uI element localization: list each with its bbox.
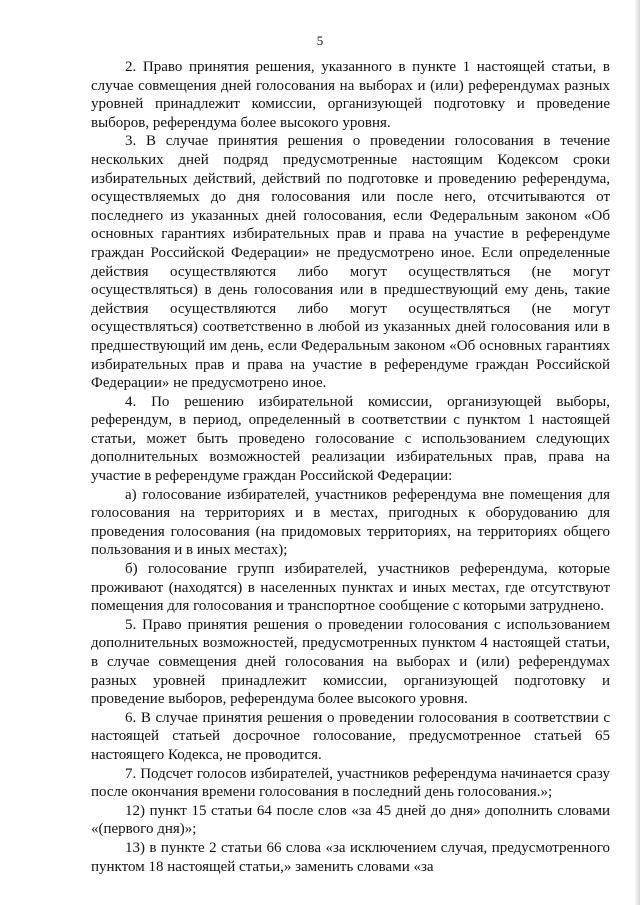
page-edge-shadow — [634, 0, 640, 905]
subparagraph-a: а) голосование избирателей, участников референдума вне помещения для голосования на территориях и в местах, пригодных к оборудованию для проведения голосования (на придомовых территориях, на территориях общего пользования и в иных местах); — [91, 486, 610, 559]
document-body — [91, 58, 610, 876]
paragraph-4: 4. По решению избирательной комиссии, организующей выборы, референдум, в период, определенный в соответствии с пунктом 1 настоящей статьи, может быть проведено голосование с использованием следующих дополнительных возможностей реализации избирательных прав, права на участие в референдуме граждан Российской Федерации: — [91, 393, 610, 485]
paragraph-6: 6. В случае принятия решения о проведении голосования в соответствии с настоящей статьей досрочное голосование, предусмотренное статьей 65 настоящего Кодекса, не проводится. — [91, 709, 610, 763]
paragraph-3: 3. В случае принятия решения о проведении голосования в течение нескольких дней подряд предусмотренные настоящим Кодексом сроки избирательных действий, действий по подготовке и проведению референдума, осуществляемых до дня голосования или после него, отсчитываются от последнего из указанных дней голосования, если Федеральным законом «Об основных гарантиях избирательных прав и права на участие в референдуме граждан Российской Федерации» не предусмотрено иное. Если определенные действия осуществляются либо могут осуществляться (не могут осуществляться) в день голосования или в предшествующий ему день, такие действия осуществляются либо могут осуществляться (не могут осуществляться) соответственно в любой из указанных дней голосования или в предшествующий им день, если Федеральным законом «Об основных гарантиях избирательных прав и права на участие в референдуме граждан Российской Федерации» не предусмотрено иное. — [91, 133, 610, 392]
page-number: 5 — [316, 33, 324, 48]
paragraph-2: 2. Право принятия решения, указанного в пункте 1 настоящей статьи, в случае совмещения дней голосования на выборах и (или) референдумах разных уровней принадлежит комиссии, организующей подготовку и проведение выборов, референдума более высокого уровня. — [91, 59, 610, 131]
item-13: 13) в пункте 2 статьи 66 слова «за исключением случая, предусмотренного пунктом 18 настоящей статьи,» заменить словами «за — [91, 839, 610, 875]
paragraph-7: 7. Подсчет голосов избирателей, участников референдума начинается сразу после окончания времени голосования в последний день голосования.»; — [91, 765, 610, 801]
paragraph-5: 5. Право принятия решения о проведении голосования с использованием дополнительных возможностей, предусмотренных пунктом 4 настоящей статьи, в случае совмещения дней голосования на выборах и (или) референдумах разных уровней принадлежит комиссии, организующей подготовку и проведение выборов, референдума более высокого уровня. — [91, 616, 610, 708]
subparagraph-b: б) голосование групп избирателей, участников референдума, которые проживают (находятся) в населенных пунктах и иных местах, где отсутствуют помещения для голосования и транспортное сообщение с которыми затруднено. — [91, 561, 610, 615]
item-12: 12) пункт 15 статьи 64 после слов «за 45 дней до дня» дополнить словами «(первого дня)»; — [91, 802, 610, 838]
